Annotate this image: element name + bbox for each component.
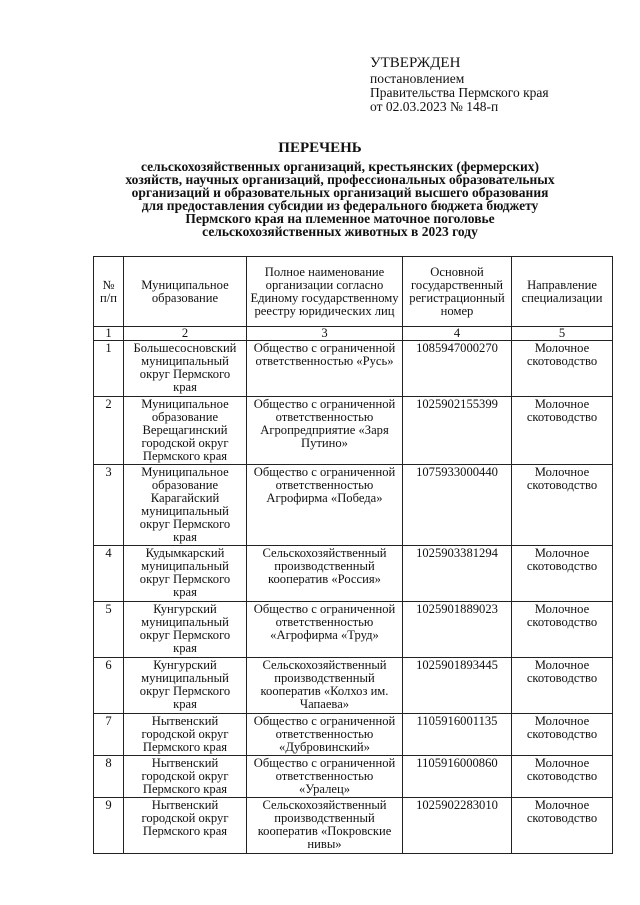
column-number: 1 — [94, 327, 124, 341]
header-direction: Направление специализации — [512, 257, 613, 327]
table-row — [94, 341, 613, 397]
header-number: № п/п — [94, 257, 124, 327]
document-subtitle — [95, 160, 585, 238]
row-number: 6 — [94, 658, 124, 714]
row-ogrn: 1025902283010 — [403, 798, 512, 854]
row-municipality: Кунгурский муниципальный округ Пермского края — [124, 658, 247, 714]
row-ogrn: 1075933000440 — [403, 465, 512, 546]
row-direction: Молочное скотоводство — [512, 465, 613, 546]
row-municipality: Нытвенский городской округ Пермского края — [124, 714, 247, 756]
row-organization: Сельскохозяйственный производственный кооператив «Покровские нивы» — [247, 798, 403, 854]
row-ogrn: 1025901889023 — [403, 602, 512, 658]
row-number: 7 — [94, 714, 124, 756]
column-number: 4 — [403, 327, 512, 341]
row-ogrn: 1105916000860 — [403, 756, 512, 798]
table-row — [94, 602, 613, 658]
row-ogrn: 1105916001135 — [403, 714, 512, 756]
approval-line: Правительства Пермского края — [370, 85, 549, 100]
subtitle-line: сельскохозяйственных животных в 2023 году — [202, 224, 478, 239]
row-ogrn: 1025903381294 — [403, 546, 512, 602]
table-row — [94, 658, 613, 714]
row-organization: Сельскохозяйственный производственный кооператив «Колхоз им. Чапаева» — [247, 658, 403, 714]
approval-line: от 02.03.2023 № 148-п — [370, 99, 499, 114]
row-direction: Молочное скотоводство — [512, 756, 613, 798]
row-organization: Общество с ограниченной ответственностью «Агрофирма «Труд» — [247, 602, 403, 658]
table-row — [94, 397, 613, 465]
row-municipality: Муниципальное образование Карагайский муниципальный округ Пермского края — [124, 465, 247, 546]
subtitle-line: для предоставления субсидии из федерального бюджета бюджету — [141, 198, 539, 213]
organizations-table — [93, 256, 613, 854]
header-organization: Полное наименование организации согласно Единому государственному реестру юридических лиц — [247, 257, 403, 327]
header-municipality: Муниципальное образование — [124, 257, 247, 327]
row-organization: Общество с ограниченной ответственностью «Русь» — [247, 341, 403, 397]
column-number: 3 — [247, 327, 403, 341]
subtitle-line: сельскохозяйственных организаций, крестьянских (фермерских) — [140, 159, 540, 174]
row-direction: Молочное скотоводство — [512, 602, 613, 658]
row-direction: Молочное скотоводство — [512, 714, 613, 756]
approval-block — [370, 55, 630, 114]
row-organization: Общество с ограниченной ответственностью Агропредприятие «Заря Путино» — [247, 397, 403, 465]
row-direction: Молочное скотоводство — [512, 546, 613, 602]
row-organization: Общество с ограниченной ответственностью «Уралец» — [247, 756, 403, 798]
approval-heading: УТВЕРЖДЕН — [370, 55, 461, 71]
row-direction: Молочное скотоводство — [512, 798, 613, 854]
approval-line: постановлением — [370, 71, 465, 86]
subtitle-line: Пермского края на племенное маточное поголовье — [185, 211, 495, 226]
row-direction: Молочное скотоводство — [512, 397, 613, 465]
row-municipality: Нытвенский городской округ Пермского края — [124, 798, 247, 854]
subtitle-line: хозяйств, научных организаций, профессиональных образовательных — [125, 172, 555, 187]
row-municipality: Кунгурский муниципальный округ Пермского края — [124, 602, 247, 658]
row-direction: Молочное скотоводство — [512, 341, 613, 397]
table-row — [94, 546, 613, 602]
row-number: 8 — [94, 756, 124, 798]
row-organization: Общество с ограниченной ответственностью «Дубровинский» — [247, 714, 403, 756]
row-municipality: Большесосновский муниципальный округ Пермского края — [124, 341, 247, 397]
row-municipality: Нытвенский городской округ Пермского края — [124, 756, 247, 798]
row-organization: Сельскохозяйственный производственный кооператив «Россия» — [247, 546, 403, 602]
header-ogrn: Основной государственный регистрационный номер — [403, 257, 512, 327]
document-title: ПЕРЕЧЕНЬ — [278, 140, 362, 156]
row-number: 9 — [94, 798, 124, 854]
row-organization: Общество с ограниченной ответственностью Агрофирма «Победа» — [247, 465, 403, 546]
row-direction: Молочное скотоводство — [512, 658, 613, 714]
subtitle-line: организаций и образовательных организаций высшего образования — [131, 185, 549, 200]
row-ogrn: 1025902155399 — [403, 397, 512, 465]
row-municipality: Муниципальное образование Верещагинский городской округ Пермского края — [124, 397, 247, 465]
table-header-row — [94, 257, 613, 327]
row-number: 2 — [94, 397, 124, 465]
row-municipality: Кудымкарский муниципальный округ Пермского края — [124, 546, 247, 602]
table-row — [94, 714, 613, 756]
row-ogrn: 1025901893445 — [403, 658, 512, 714]
row-number: 1 — [94, 341, 124, 397]
column-number-row — [94, 327, 613, 341]
column-number: 5 — [512, 327, 613, 341]
column-number: 2 — [124, 327, 247, 341]
row-number: 4 — [94, 546, 124, 602]
row-ogrn: 1085947000270 — [403, 341, 512, 397]
row-number: 3 — [94, 465, 124, 546]
table-row — [94, 465, 613, 546]
row-number: 5 — [94, 602, 124, 658]
table-row — [94, 798, 613, 854]
table-row — [94, 756, 613, 798]
